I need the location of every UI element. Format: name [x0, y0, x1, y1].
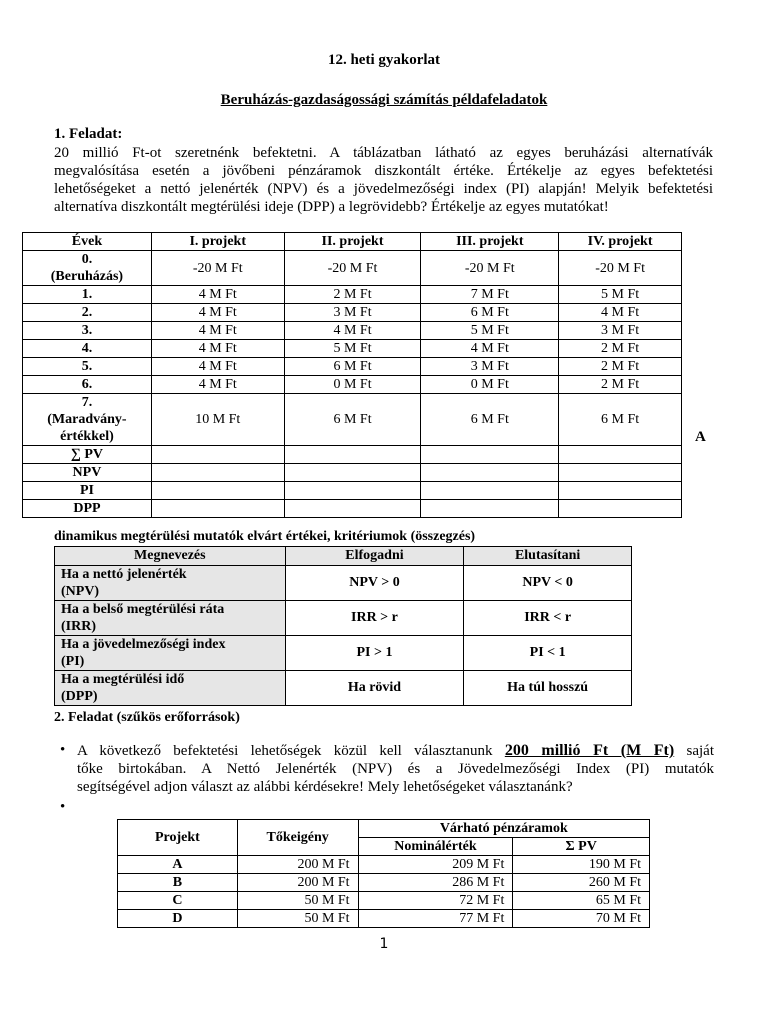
cashflow-cell: [559, 464, 682, 482]
pv-cell: 70 M Ft: [513, 910, 650, 928]
page-title: 12. heti gyakorlat: [327, 52, 441, 68]
cashflow-cell: [284, 482, 421, 500]
capital-cell: 50 M Ft: [237, 892, 358, 910]
table-row: [23, 286, 682, 304]
task1-heading: 1. Feladat:: [54, 126, 123, 142]
project-name: D: [118, 910, 238, 928]
cashflow-cell: [284, 500, 421, 518]
column-header: Várható pénzáramok: [358, 820, 649, 838]
criterion-name-line: (IRR): [61, 619, 96, 634]
task2-line: [77, 742, 714, 760]
table-row: [23, 394, 682, 446]
table-row: [118, 910, 650, 928]
criterion-name: [55, 601, 286, 636]
cashflow-cell: 6 M Ft: [284, 358, 421, 376]
cashflow-cell: 4 M Ft: [151, 322, 284, 340]
table-row: [55, 566, 632, 601]
bullet-icon: •: [60, 742, 66, 758]
cashflow-cell: 10 M Ft: [151, 394, 284, 446]
page-number: 1: [379, 936, 389, 952]
cashflow-cell: [151, 446, 284, 464]
cashflow-cell: [151, 500, 284, 518]
table-header-row: [23, 233, 682, 251]
table-row: [23, 376, 682, 394]
cashflow-cell: [421, 482, 559, 500]
cashflow-cell: 2 M Ft: [559, 376, 682, 394]
projects-table: [117, 819, 650, 928]
year-label: (Beruházás): [50, 269, 124, 284]
cashflow-cell: 2 M Ft: [559, 340, 682, 358]
criterion-name-line: Ha a belső megtérülési ráta: [61, 602, 225, 617]
table-row: [23, 304, 682, 322]
column-header: Tőkeigény: [237, 820, 358, 856]
year-cell: [23, 322, 152, 340]
year-label: (Maradvány-: [47, 412, 127, 427]
reject-cell: NPV < 0: [464, 566, 632, 601]
year-cell: [23, 251, 152, 286]
cashflow-cell: 3 M Ft: [421, 358, 559, 376]
cashflow-cell: -20 M Ft: [421, 251, 559, 286]
year-label: 2.: [81, 305, 93, 320]
column-header: Elutasítani: [464, 547, 632, 566]
pv-cell: 190 M Ft: [513, 856, 650, 874]
task2-heading: 2. Feladat (szűkös erőforrások): [54, 710, 240, 725]
cashflow-cell: 2 M Ft: [284, 286, 421, 304]
column-header: Elfogadni: [285, 547, 464, 566]
year-label: 0.: [81, 252, 93, 267]
cashflow-cell: 0 M Ft: [284, 376, 421, 394]
table-row: [55, 636, 632, 671]
accept-cell: Ha rövid: [285, 671, 464, 706]
cashflow-cell: 6 M Ft: [284, 394, 421, 446]
year-label: 6.: [81, 377, 93, 392]
task2-line1-end: saját: [686, 743, 715, 759]
side-label: A: [695, 429, 706, 445]
reject-cell: IRR < r: [464, 601, 632, 636]
year-cell: [23, 394, 152, 446]
cashflow-cell: 4 M Ft: [559, 304, 682, 322]
year-cell: [23, 340, 152, 358]
year-cell: [23, 464, 152, 482]
table-row: [23, 446, 682, 464]
criterion-name-line: (NPV): [61, 584, 100, 599]
nominal-cell: 77 M Ft: [358, 910, 513, 928]
cashflow-cell: 4 M Ft: [284, 322, 421, 340]
cashflow-cell: [284, 464, 421, 482]
cashflow-cell: [284, 446, 421, 464]
task2-line: tőke birtokában. A Nettó Jelenérték (NPV) és a Jövedelmezőségi Index (PI) mutatók: [77, 761, 714, 777]
year-label: NPV: [72, 465, 102, 480]
table-row: [23, 251, 682, 286]
year-label: 3.: [81, 323, 93, 338]
cashflow-cell: [559, 500, 682, 518]
cashflow-cell: 4 M Ft: [421, 340, 559, 358]
table-row: [23, 358, 682, 376]
task2-line: segítségével adjon választ az alábbi kérdésekre! Mely lehetőségeket választanánk?: [77, 779, 573, 795]
task2-line1-start: A következő befektetési lehetőségek közül kell választanunk: [77, 743, 493, 759]
table-row: [23, 500, 682, 518]
capital-cell: 200 M Ft: [237, 874, 358, 892]
cashflow-cell: 7 M Ft: [421, 286, 559, 304]
cashflow-cell: -20 M Ft: [284, 251, 421, 286]
criterion-name: [55, 566, 286, 601]
column-header: IV. projekt: [559, 233, 682, 251]
cashflow-cell: -20 M Ft: [151, 251, 284, 286]
year-label: értékkel): [60, 429, 114, 444]
criterion-name: [55, 636, 286, 671]
pv-cell: 65 M Ft: [513, 892, 650, 910]
cashflow-cell: [421, 500, 559, 518]
cashflow-cell: 5 M Ft: [559, 286, 682, 304]
criterion-name-line: Ha a nettó jelenérték: [61, 567, 187, 582]
year-label: PI: [79, 483, 94, 498]
year-cell: [23, 482, 152, 500]
cashflow-cell: [151, 464, 284, 482]
column-header: Nominálérték: [358, 838, 513, 856]
pv-cell: 260 M Ft: [513, 874, 650, 892]
criterion-name-line: (PI): [61, 654, 85, 669]
cashflow-cell: 4 M Ft: [151, 304, 284, 322]
criterion-name-line: Ha a megtérülési idő: [61, 672, 185, 687]
cashflow-cell: 3 M Ft: [284, 304, 421, 322]
table-header-row: [118, 820, 650, 838]
year-label: 7.: [81, 395, 93, 410]
project-name: C: [118, 892, 238, 910]
project-name: A: [118, 856, 238, 874]
task1-line: lehetőségeket a nettó jelenérték (NPV) és a jövedelmezőségi index (PI) alapján! Melyik befektetési: [54, 181, 713, 197]
cashflow-cell: 2 M Ft: [559, 358, 682, 376]
year-label: ∑ PV: [70, 447, 104, 462]
bullet-icon: •: [60, 799, 66, 815]
nominal-cell: 286 M Ft: [358, 874, 513, 892]
table-header-row: [55, 547, 632, 566]
criterion-name-line: (DPP): [61, 689, 98, 704]
accept-cell: PI > 1: [285, 636, 464, 671]
cashflow-cell: 3 M Ft: [559, 322, 682, 340]
cashflow-cell: 4 M Ft: [151, 376, 284, 394]
year-cell: [23, 500, 152, 518]
cashflow-cell: 5 M Ft: [284, 340, 421, 358]
year-cell: [23, 446, 152, 464]
year-label: 4.: [81, 341, 93, 356]
table-row: [55, 671, 632, 706]
nominal-cell: 209 M Ft: [358, 856, 513, 874]
cashflow-cell: [151, 482, 284, 500]
year-cell: [23, 304, 152, 322]
column-header: I. projekt: [151, 233, 284, 251]
task1-text: [54, 144, 713, 216]
cashflow-cell: 6 M Ft: [421, 394, 559, 446]
project-cashflow-table: [22, 232, 682, 518]
cashflow-cell: [421, 464, 559, 482]
column-header: Projekt: [118, 820, 238, 856]
column-header: Évek: [23, 233, 152, 251]
cashflow-cell: 0 M Ft: [421, 376, 559, 394]
nominal-cell: 72 M Ft: [358, 892, 513, 910]
column-header: Megnevezés: [55, 547, 286, 566]
task1-line: megvalósítása esetén a jövőbeni pénzáramok diszkontált értéke. Értékelje az egyes befektetési: [54, 163, 713, 179]
capital-amount: 200 millió Ft (M Ft): [504, 742, 675, 759]
capital-cell: 50 M Ft: [237, 910, 358, 928]
criteria-heading: dinamikus megtérülési mutatók elvárt értékei, kritériumok (összegzés): [54, 529, 476, 544]
criteria-table: [54, 546, 632, 706]
year-label: DPP: [73, 501, 101, 516]
table-row: [55, 601, 632, 636]
cashflow-cell: 6 M Ft: [421, 304, 559, 322]
table-row: [118, 874, 650, 892]
cashflow-cell: 5 M Ft: [421, 322, 559, 340]
cashflow-cell: [421, 446, 559, 464]
cashflow-cell: [559, 446, 682, 464]
criterion-name-line: Ha a jövedelmezőségi index: [61, 637, 226, 652]
task1-line: alternatíva diszkontált megtérülési ideje (DPP) a legrövidebb? Értékelje az egyes mutatókat!: [54, 199, 609, 215]
reject-cell: PI < 1: [464, 636, 632, 671]
task1-line: 20 millió Ft-ot szeretnénk befektetni. A táblázatban látható az egyes beruházási alternatívák: [54, 145, 713, 161]
cashflow-cell: 6 M Ft: [559, 394, 682, 446]
cashflow-cell: 4 M Ft: [151, 286, 284, 304]
table-row: [23, 464, 682, 482]
year-cell: [23, 358, 152, 376]
table-row: [23, 340, 682, 358]
accept-cell: IRR > r: [285, 601, 464, 636]
column-header: II. projekt: [284, 233, 421, 251]
year-label: 5.: [81, 359, 93, 374]
criterion-name: [55, 671, 286, 706]
cashflow-cell: 4 M Ft: [151, 340, 284, 358]
table-row: [23, 482, 682, 500]
year-label: 1.: [81, 287, 93, 302]
cashflow-cell: -20 M Ft: [559, 251, 682, 286]
project-name: B: [118, 874, 238, 892]
column-header: III. projekt: [421, 233, 559, 251]
column-header: Σ PV: [513, 838, 650, 856]
task2-text: [77, 742, 714, 796]
reject-cell: Ha túl hosszú: [464, 671, 632, 706]
year-cell: [23, 376, 152, 394]
cashflow-cell: [559, 482, 682, 500]
table-row: [23, 322, 682, 340]
document-subtitle: Beruházás-gazdaságossági számítás példafeladatok: [220, 92, 548, 108]
cashflow-cell: 4 M Ft: [151, 358, 284, 376]
year-cell: [23, 286, 152, 304]
accept-cell: NPV > 0: [285, 566, 464, 601]
table-row: [118, 892, 650, 910]
table-row: [118, 856, 650, 874]
capital-cell: 200 M Ft: [237, 856, 358, 874]
